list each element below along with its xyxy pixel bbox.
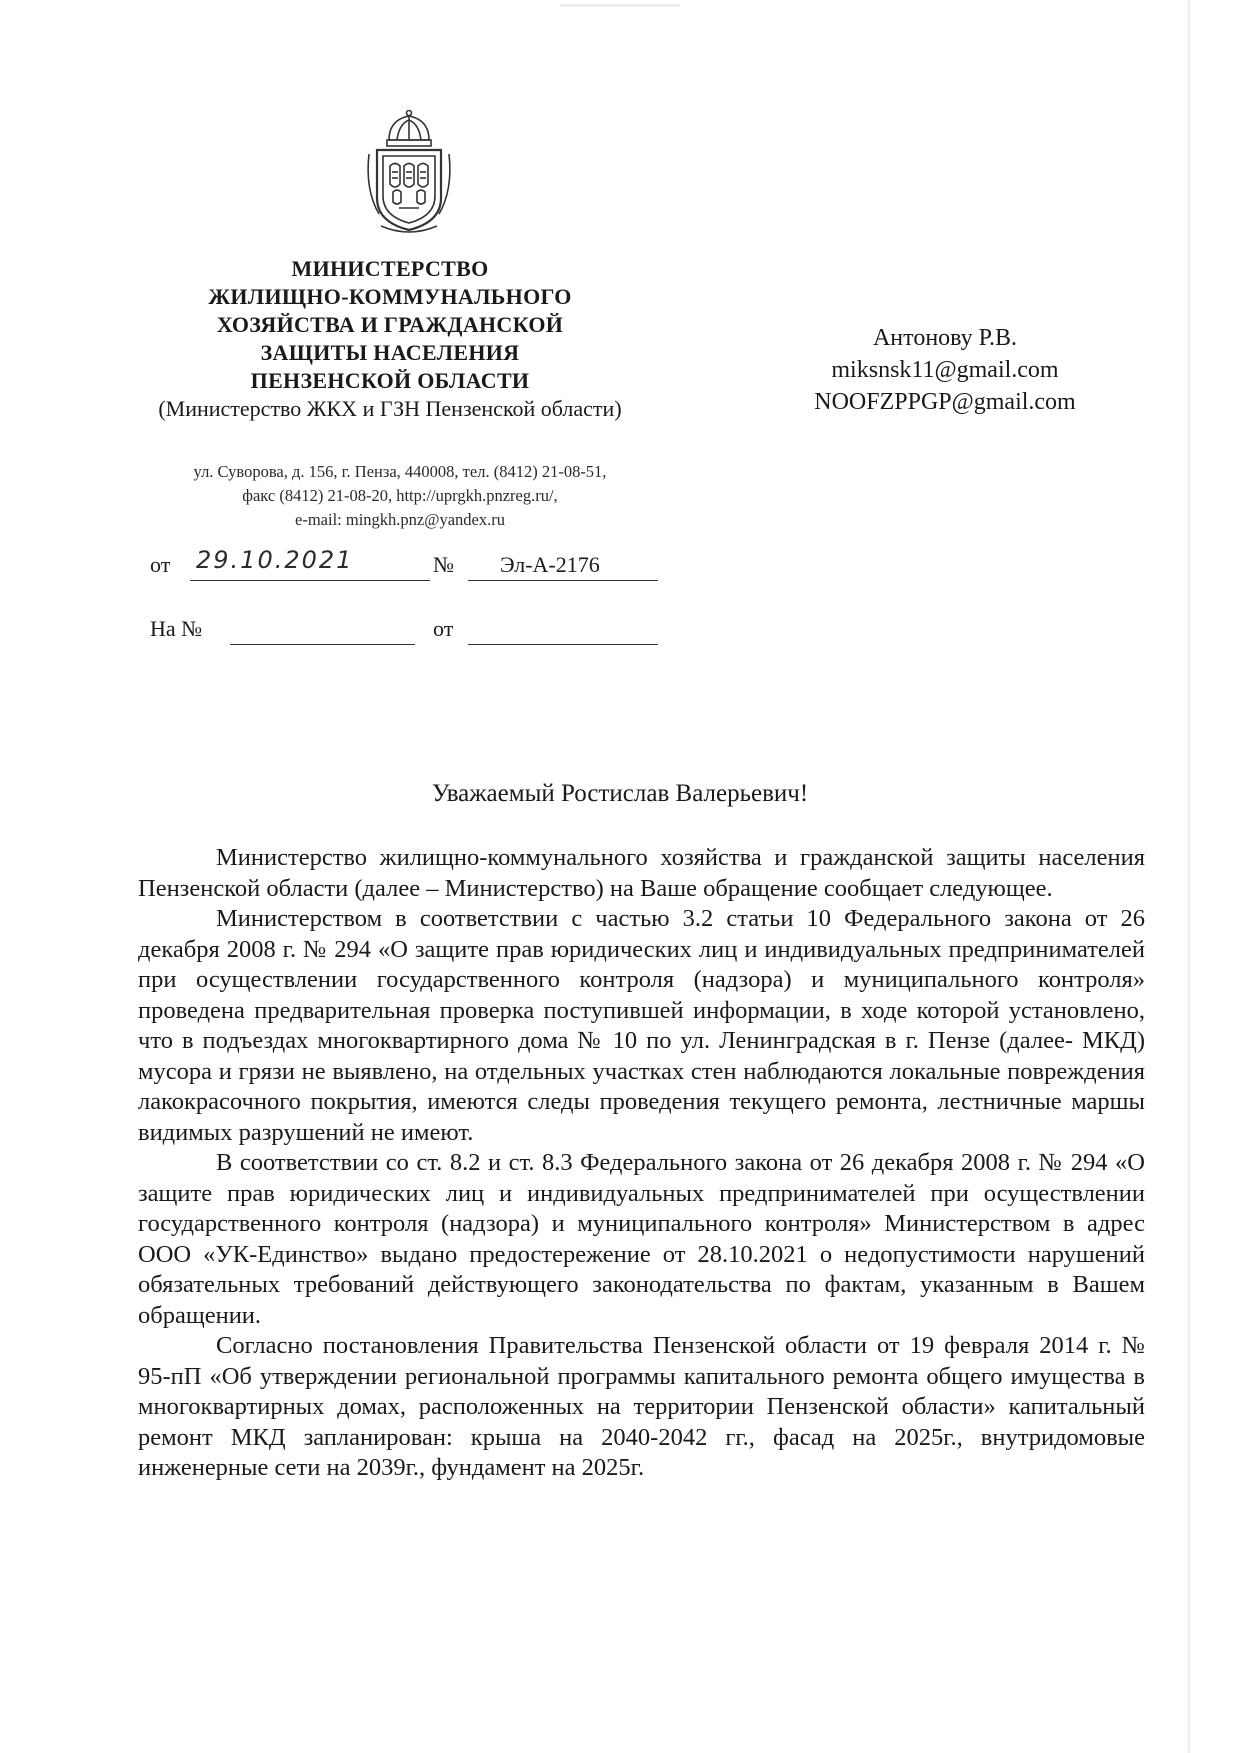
org-name-line: ХОЗЯЙСТВА И ГРАЖДАНСКОЙ <box>216 312 564 337</box>
reply-number-line <box>230 616 415 645</box>
organization-letterhead <box>125 255 655 423</box>
scan-smudge <box>560 4 680 7</box>
organization-address <box>130 460 670 532</box>
org-name-line: ЗАЩИТЫ НАСЕЛЕНИЯ <box>260 340 520 365</box>
addressee-block <box>780 322 1110 418</box>
handwritten-date: 29.10.2021 <box>196 546 354 574</box>
org-name-line: ЖИЛИЩНО-КОММУНАЛЬНОГО <box>208 284 572 309</box>
reply-date-line <box>468 616 658 645</box>
org-name-line: МИНИСТЕРСТВО <box>291 256 489 281</box>
address-line: ул. Суворова, д. 156, г. Пенза, 440008, тел. (8412) 21-08-51, <box>193 462 607 481</box>
org-name-line: ПЕНЗЕНСКОЙ ОБЛАСТИ <box>250 368 530 393</box>
organization-name <box>125 255 655 395</box>
coat-of-arms-icon <box>359 110 459 234</box>
addressee-email: NOOFZPPGP@gmail.com <box>814 389 1076 415</box>
salutation: Уважаемый Ростислав Валерьевич! <box>431 780 809 807</box>
scan-edge-line <box>1188 0 1190 1753</box>
reply-number-label: На № <box>150 616 203 641</box>
reply-date-label: от <box>433 616 454 641</box>
document-number: Эл-А-2176 <box>500 552 600 577</box>
letter-body <box>138 843 1145 1484</box>
body-paragraph: В соответствии со ст. 8.2 и ст. 8.3 Федерального закона от 26 декабря 2008 г. № 294 «О защите прав юридических лиц и индивидуальных предпринимателей при осуществлении государственного контроля (надзора) и муниципального контроля» Министерством в адрес ООО «УК-Единство» выдано предостережение от 28.10.2021 о недопустимости нарушений обязательных требований действующего законодательства по фактам, указанным в Вашем обращении. <box>138 1149 1145 1329</box>
number-label: № <box>433 552 454 577</box>
body-paragraph: Согласно постановления Правительства Пензенской области от 19 февраля 2014 г. № 95-пП «Об утверждении региональной программы капитального ремонта общего имущества в многоквартирных домах, расположенных на территории Пензенской области» капитальный ремонт МКД запланирован: крыша на 2040-2042 гг., фасад на 2025г., внутридомовые инженерные сети на 2039г., фундамент на 2025г. <box>138 1332 1145 1481</box>
addressee-name: Антонову Р.В. <box>872 325 1018 351</box>
organization-short-name: (Министерство ЖКХ и ГЗН Пензенской области) <box>158 396 622 421</box>
date-label: от <box>150 552 171 577</box>
body-paragraph: Министерством в соответствии с частью 3.2 статьи 10 Федерального закона от 26 декабря 2008 г. № 294 «О защите прав юридических лиц и индивидуальных предпринимателей при осуществлении государственного контроля (надзора) и муниципального контроля» проведена предварительная проверка поступившей информации, в ходе которой установлено, что в подъездах многоквартирного дома № 10 по ул. Ленинградская в г. Пензе (далее- МКД) мусора и грязи не выявлено, на отдельных участках стен наблюдаются локальные повреждения лакокрасочного покрытия, имеются следы проведения текущего ремонта, лестничные маршы видимых разрушений не имеют. <box>138 905 1145 1146</box>
address-line: факс (8412) 21-08-20, http://uprgkh.pnzreg.ru/, <box>242 486 558 505</box>
addressee-email: miksnsk11@gmail.com <box>831 357 1059 383</box>
address-line: e-mail: mingkh.pnz@yandex.ru <box>295 510 505 529</box>
body-paragraph: Министерство жилищно-коммунального хозяйства и гражданской защиты населения Пензенской области (далее – Министерство) на Ваше обращение сообщает следующее. <box>138 844 1145 902</box>
